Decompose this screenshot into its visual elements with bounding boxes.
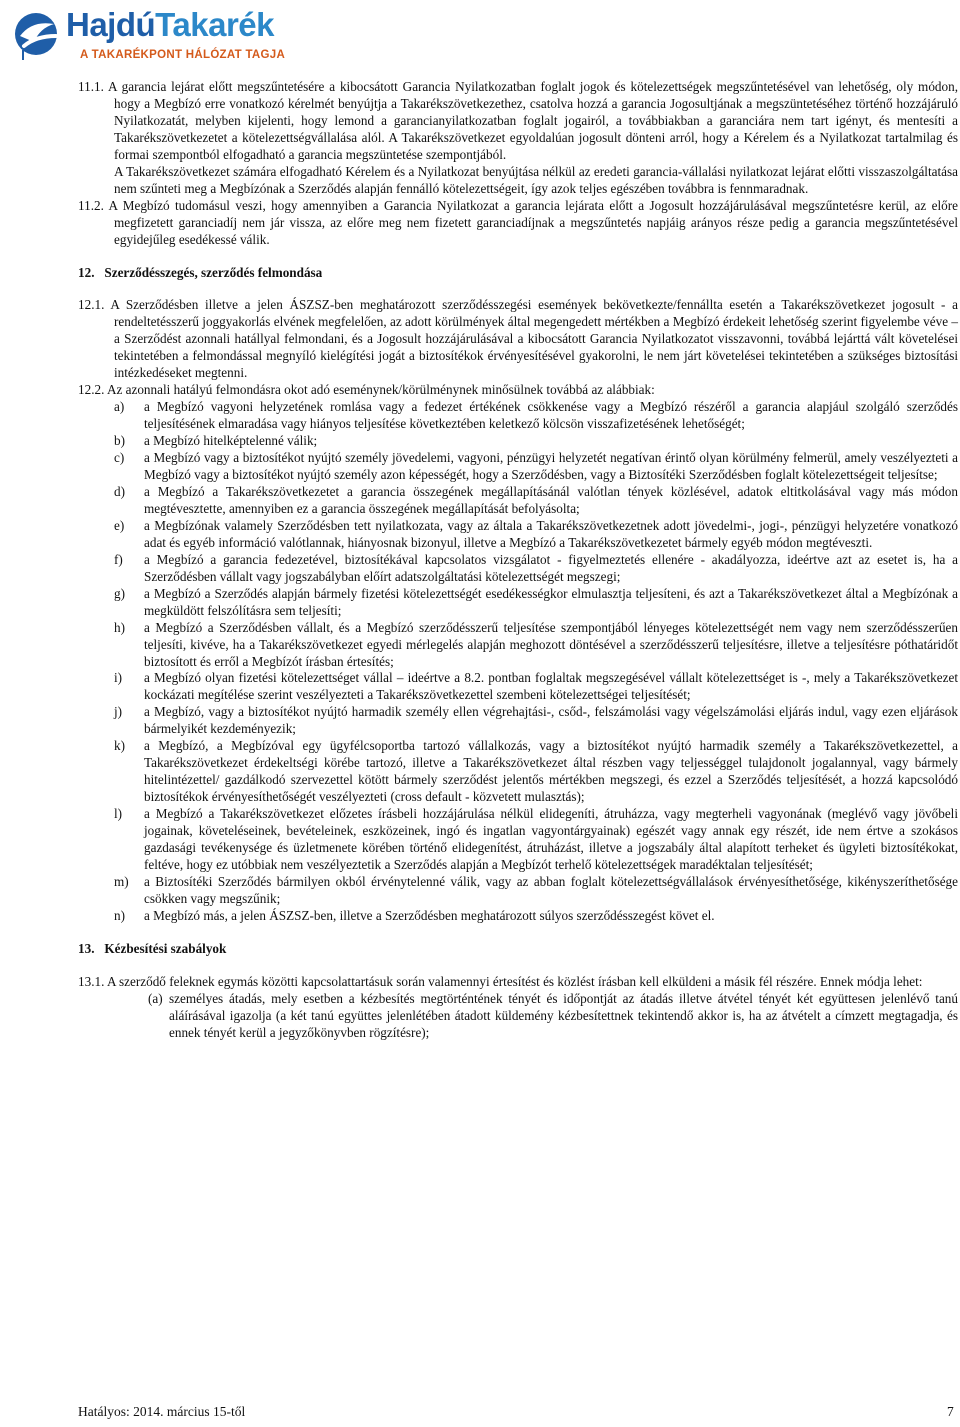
list-item: b) a Megbízó hitelképtelenné válik; xyxy=(114,433,318,449)
paragraph-11-1-continued: A Takarékszövetkezet számára elfogadható Kérelem és a Nyilatkozat benyújtása nélkül az eredeti garancia-vállalási nyilatkozat lejárat előtti visszaszolgáltatása nem szűnteti meg a Megbízónak a Szerződés alapján fennálló kötelezettségeit, így azok teljes egészében továbbra is fennmaradnak. xyxy=(114,163,958,196)
list-item: k) a Megbízó, a Megbízóval egy ügyfélcsoportba tartozó vállalkozás, vagy a biztosítékot nyújtó harmadik személy a Takarékszövetkezettel, a Takarékszövetkezet érdekeltségi körébe tartozó, illetve a Takarékszövetkezet által részben vagy teljességgel tulajdonolt jogalannyal, vagy bármely hitelintézettel/ gazdálkodó szervezettel kötött bármely szerződést jelentős mértékben megszegi, és ezzel a Szerződés teljesítését, a hozzá kapcsolódó biztosítékok érvényesíthetőségét veszélyezteti (cross default - közvetett mulasztás); xyxy=(114,738,958,805)
hajdu-takarek-logo xyxy=(10,6,300,64)
list-item: h) a Megbízó a Szerződésben vállalt, és a Megbízó szerződésszerű teljesítése szempontjából lényeges kötelezettségét nem vagy nem szerződésszerűen teljesíti, kivéve, ha a Takarékszövetkezet egyedi mérlegelés alapján meghozott döntésével a szerződésszerű teljesítésre, illetve a teljesítésre póthatáridőt biztosított és erről a Megbízót írásban értesítés; xyxy=(114,619,958,669)
list-item: j) a Megbízó, vagy a biztosítékot nyújtó harmadik személy ellen végrehajtási-, csőd-, felszámolási vagy végelszámolási eljárás indul, vagy ezen eljárások bármelyikét kezdeményezik; xyxy=(114,704,958,737)
section-heading-13: 13. Kézbesítési szabályok xyxy=(78,940,227,956)
list-item: c) a Megbízó vagy a biztosítékot nyújtó személy jövedelemi, vagyoni, pénzügyi helyzetét negatívan érintő olyan körülmény felmerül, amely veszélyezteti a Megbízó vagy a biztosítékot nyújtó személy azon képességét, hogy a Szerződésben, vagy a Biztosítéki Szerződésben foglalt kötelezettségeit teljesítse; xyxy=(114,450,958,483)
logo-wordmark: HajdúTakarék xyxy=(66,6,274,43)
logo-tagline: A TAKARÉKPONT HÁLÓZAT TAGJA xyxy=(80,49,286,61)
paragraph-12-1: 12.1. A Szerződésben illetve a jelen ÁSZSZ-ben meghatározott szerződésszegési események bekövetkezte/fennállta esetén a Takarékszövetkezet jogosult - a rendeltetésszerű joggyakorlás elvének megfelelően, az adott körülmények által megengedett mértékben a Megbízó érdekeit lehetőség szerint figyelembe véve – a Szerződést azonnali hatállyal felmondani, és a Jogosult hozzájárulásával a kibocsátott Garancia Nyilatkozatot visszavonni, továbbá lejárttá vált követelései tekintetében a felmondással megnyíló kielégítési jogát a biztosítékok érvényesítésével gyakorolni, le nem járt követelései tekintetében a szükséges biztosítási intézkedéseket megtenni. xyxy=(78,297,958,381)
list-item: i) a Megbízó olyan fizetési kötelezettséget vállal – ideértve a 8.2. pontban foglaltak megszegésével vállalt kötelezettséget is -, mely a Takarékszövetkezet kockázati megítélése szerint veszélyezteti a Takarékszövetkezettel szembeni kötelezettségei teljesítését; xyxy=(114,670,958,703)
list-item: a) a Megbízó vagyoni helyzetének romlása vagy a fedezet értékének csökkenése vagy a Megbízó részéről a garancia alapjául szolgáló szerződés teljesítésének elmaradása vagy hiányos teljesítése következtében keletkező kölcsön visszafizetésének lehetőségét; xyxy=(114,399,958,432)
list-item: m) a Biztosítéki Szerződés bármilyen okból érvénytelenné válik, vagy az abban foglalt kötelezettségvállalások érvényesíthetősége, kikényszeríthetősége csökken vagy megszűnik; xyxy=(114,873,958,906)
list-item: n) a Megbízó más, a jelen ÁSZSZ-ben, illetve a Szerződésben meghatározott súlyos szerződésszegést követ el. xyxy=(114,907,715,923)
paragraph-13-1: 13.1. A szerződő feleknek egymás közötti kapcsolattartásuk során valamennyi értesítést és közlést írásban kell elküldeni a másik fél részére. Ennek módja lehet: xyxy=(78,973,923,989)
paragraph-11-2: 11.2. A Megbízó tudomásul veszi, hogy amennyiben a Garancia Nyilatkozat a garancia lejárata előtt a Jogosult hozzájárulásával megszűntetésre kerül, az előre megfizetett garanciadíj nem jár vissza, az előre meg nem fizetett garanciadíjnak a megszűntetés napjáig arányos része pedig a garancia megszűntetésével egyidejűleg esedékessé válik. xyxy=(78,197,958,247)
footer-effective-date: Hatályos: 2014. március 15-től xyxy=(78,1404,246,1419)
list-item: g) a Megbízó a Szerződés alapján bármely fizetési kötelezettségét esedékességkor elmulasztja teljesíteni, és azt a Takarékszövetkezet által a Megbízónak a megküldött felszólításra sem teljesíti; xyxy=(114,585,958,618)
list-item: (a) személyes átadás, mely esetben a kézbesítés megtörténtének tényét és időpontját az átadás illetve átvétel tényét két együttesen jelenlévő tanú aláírásával igazolja (a két tanú együttes jelenlétében átadott küldemény kézbesítettnek tekintendő akkor is, ha az átvételt a címzett megtagadja, és ennek tényét kerül a jegyzőkönyvben rögzítésre); xyxy=(148,990,958,1040)
document-body xyxy=(78,79,958,1042)
section-heading-12: 12. Szerződésszegés, szerződés felmondása xyxy=(78,264,323,280)
list-item: f) a Megbízó a garancia fedezetével, biztosítékával kapcsolatos vizsgálatot - figyelmeztetés ellenére - akadályozza, ideértve azt az esetet is, ha a Szerződésben vállalt vagy jogszabályban előírt adatszolgáltatási kötelezettségét megszegi; xyxy=(114,551,958,584)
page-number: 7 xyxy=(947,1404,954,1419)
logo-swirl-icon xyxy=(10,6,66,64)
list-12-2 xyxy=(78,399,958,925)
list-item: e) a Megbízónak valamely Szerződésben tett nyilatkozata, vagy az általa a Takarékszövetkezetnek adott jövedelmi-, jogi-, pénzügyi helyzetére vonatkozó adat és egyéb információ valótlannak, hiányosnak bizonyul, illetve a Megbízó a Takarékszövetkezetet bármely egyéb módon megtéveszti. xyxy=(114,517,958,550)
list-item: d) a Megbízó a Takarékszövetkezetet a garancia összegének megállapításánál valótlan tények közlésével, adatok eltitkolásával vagy más módon megtévesztette, amennyiben ez a garancia összegének megállapítását befolyásolta; xyxy=(114,483,958,516)
paragraph-12-2: 12.2. Az azonnali hatályú felmondásra okot adó eseménynek/körülménynek minősülnek továbbá az alábbiak: xyxy=(78,382,655,398)
list-item: l) a Megbízó a Takarékszövetkezet előzetes írásbeli hozzájárulása nélkül elidegeníti, átruházza, vagy megterheli vagyonának (meglévő vagy jövőbeli jogainak, követeléseinek, bevételeinek, eszközeinek, ingó és ingatlan vagyontárgyainak) egészét vagy annak egy részét, ide nem értve a szokásos gazdasági tevékenysége és üzletmenete körében történő elidegenítést, átruházást, illetve a jogszabály által alapított terheket és ügyleti biztosítékokat, feltéve, hogy ez utóbbiak nem veszélyeztetik a Szerződés alapján a Megbízót terhelő kötelezettségek maradéktalan teljesítését; xyxy=(114,806,958,872)
paragraph-11-1: 11.1. A garancia lejárat előtt megszűntetésére a kibocsátott Garancia Nyilatkozatban foglalt jogok és kötelezettségek megszűntetésével van lehetőség, oly módon, hogy a Megbízó erre vonatkozó kérelmét benyújtja a Takarékszövetkezethez, csatolva hozzá a garancia Jogosultjának a megszüntetéséhez történő hozzájáruló Nyilatkozatát, melyben kijelenti, hogy lemond a garancianyilatkozatban foglalt jogairól, a továbbiakban a garanciára nem tart igényt, és mentesíti a Takarékszövetkezetet a kötelezettségvállalása alól. A Takarékszövetkezet egyoldalúan jogosult dönteni arról, hogy a Kérelem és a Nyilatkozat tartalmilag és formai szempontból elfogadható a garancia megszüntetése szempontjából. xyxy=(78,79,958,162)
